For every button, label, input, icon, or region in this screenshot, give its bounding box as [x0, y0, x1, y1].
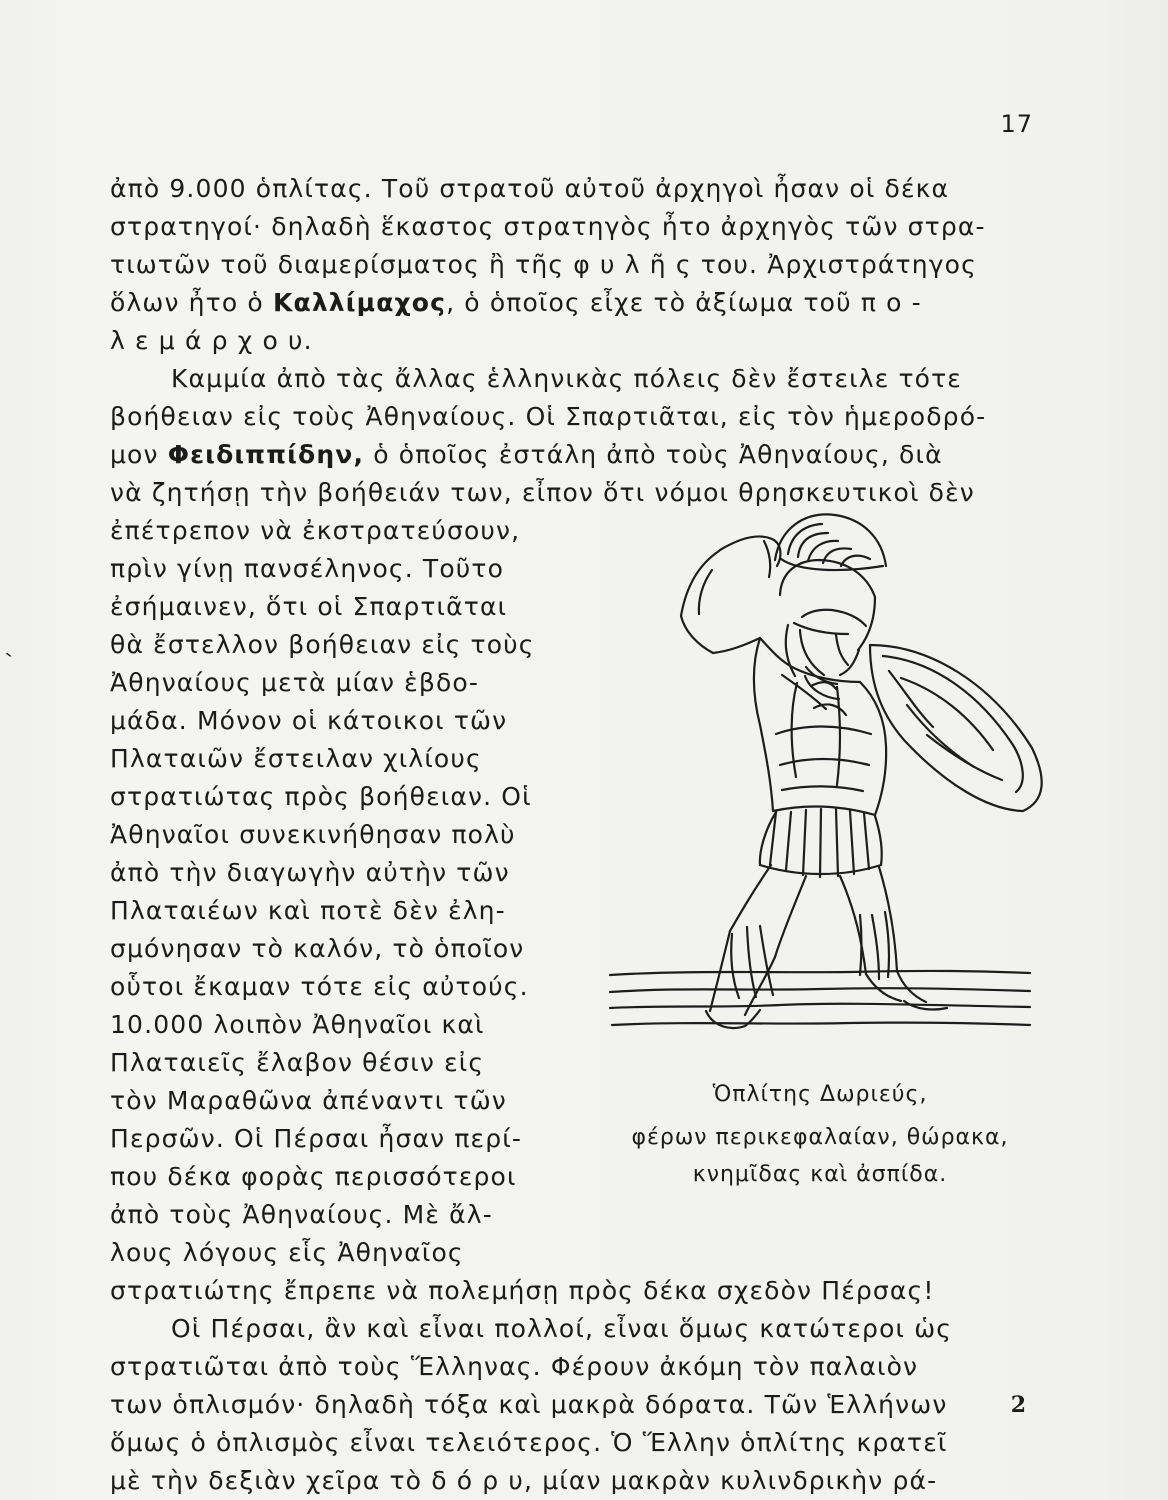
text-line: μάδα. Μόνον οἱ κάτοικοι τῶν	[110, 706, 508, 735]
figure-caption-title: Ὁπλίτης Δωριεύς,	[712, 1082, 928, 1107]
text-line: Πλαταιέων καὶ ποτὲ δὲν ἐλη-	[110, 896, 506, 925]
figure-caption-line: φέρων περικεφαλαίαν, θώρακα,	[631, 1125, 1009, 1150]
bold-name-pheidippides: Φειδιππίδην,	[167, 440, 365, 469]
text-line: οὗτοι ἔκαμαν τότε εἰς αὐτούς.	[110, 972, 529, 1001]
text-line: λους λόγους εἷς Ἀθηναῖος	[110, 1238, 464, 1267]
margin-mark: ˋ	[3, 650, 20, 677]
text-line: Πλαταιῶν ἔστειλαν χιλίους	[110, 744, 482, 773]
figure-caption-line: κνημῖδας καὶ ἀσπίδα.	[692, 1162, 948, 1187]
text-line: Πλαταιεῖς ἔλαβον θέσιν εἰς	[110, 1048, 485, 1077]
text-line: θὰ ἔστελλον βοήθειαν εἰς τοὺς	[110, 630, 535, 659]
bold-name-kallimachos: Καλλίμαχος	[272, 288, 447, 317]
text-line: στρατιῶται ἀπὸ τοὺς Ἕλληνας. Φέρουν ἀκόμη τὸν παλαιὸν	[110, 1352, 919, 1381]
text-line: ἀπὸ τοὺς Ἀθηναίους. Μὲ ἄλ-	[110, 1200, 493, 1229]
text-line: Ἀθηναῖοι συνεκινήθησαν πολὺ	[110, 820, 516, 849]
text-line: Καμμία ἀπὸ τὰς ἄλλας ἑλληνικὰς πόλεις δὲν ἔστειλε τότε	[171, 364, 962, 393]
text-line: Ἀθηναίους μετὰ μίαν ἑβδο-	[110, 668, 480, 697]
text-line: ἀπὸ τὴν διαγωγὴν αὐτὴν τῶν	[110, 858, 510, 887]
text-line: ὅλων ἦτο ὁ Καλλίμαχος, ὁ ὁποῖος εἶχε τὸ ἀξίωμα τοῦ π ο -	[110, 288, 922, 317]
text-line: ἀπὸ 9.000 ὁπλίτας. Τοῦ στρατοῦ αὐτοῦ ἀρχηγοὶ ἦσαν οἱ δέκα	[110, 174, 950, 203]
text-line: ἐπέτρεπον νὰ ἐκστρατεύσουν,	[110, 516, 521, 545]
text-line: πρὶν γίνῃ πανσέληνος. Τοῦτο	[110, 554, 505, 583]
text-line: που δέκα φορὰς περισσότεροι	[110, 1162, 517, 1191]
text-line: βοήθειαν εἰς τοὺς Ἀθηναίους. Οἱ Σπαρτιᾶται, εἰς τὸν ἡμεροδρό-	[110, 402, 987, 431]
text-line: Οἱ Πέρσαι, ἂν καὶ εἶναι πολλοί, εἶναι ὅμως κατώτεροι ὡς	[171, 1314, 953, 1343]
text-line: ὅμως ὁ ὁπλισμὸς εἶναι τελειότερος. Ὁ Ἕλλην ὁπλίτης κρατεῖ	[110, 1428, 948, 1457]
text-line: στρατιώτης ἔπρεπε νὰ πολεμήσῃ πρὸς δέκα σχεδὸν Πέρσας!	[110, 1276, 935, 1305]
text-line: λ ε μ ά ρ χ ο υ.	[110, 326, 313, 355]
text-line: 10.000 λοιπὸν Ἀθηναῖοι καὶ	[110, 1010, 485, 1039]
text-line: στρατιώτας πρὸς βοήθειαν. Οἱ	[110, 782, 532, 811]
page-number: 17	[1000, 110, 1033, 138]
signature-mark: 2	[1010, 1392, 1026, 1418]
text-line: ἐσήμαινεν, ὅτι οἱ Σπαρτιᾶται	[110, 592, 508, 621]
text-line: Περσῶν. Οἱ Πέρσαι ἦσαν περί-	[110, 1124, 523, 1153]
text-line: στρατηγοί· δηλαδὴ ἕκαστος στρατηγὸς ἦτο ἀρχηγὸς τῶν στρα-	[110, 212, 986, 241]
hoplite-drawing	[600, 505, 1050, 1050]
text-line: νὰ ζητήσῃ τὴν βοήθειάν των, εἶπον ὅτι νόμοι θρησκευτικοὶ δὲν	[110, 478, 975, 507]
text-line: σμόνησαν τὸ καλόν, τὸ ὁποῖον	[110, 934, 525, 963]
text-line: τιωτῶν τοῦ διαμερίσματος ἢ τῆς φ υ λ ῆ ς του. Ἀρχιστράτηγος	[110, 250, 977, 279]
text-line: μον Φειδιππίδην, ὁ ὁποῖος ἐστάλη ἀπὸ τοὺς Ἀθηναίους, διὰ	[110, 440, 943, 469]
text-line: των ὁπλισμόν· δηλαδὴ τόξα καὶ μακρὰ δόρατα. Τῶν Ἑλλήνων	[110, 1390, 948, 1419]
text-line: τὸν Μαραθῶνα ἀπέναντι τῶν	[110, 1086, 507, 1115]
hoplite-illustration	[600, 505, 1050, 1050]
text-line: μὲ τὴν δεξιὰν χεῖρα τὸ δ ό ρ υ, μίαν μακρὰν κυλινδρικὴν ρά-	[110, 1466, 938, 1495]
